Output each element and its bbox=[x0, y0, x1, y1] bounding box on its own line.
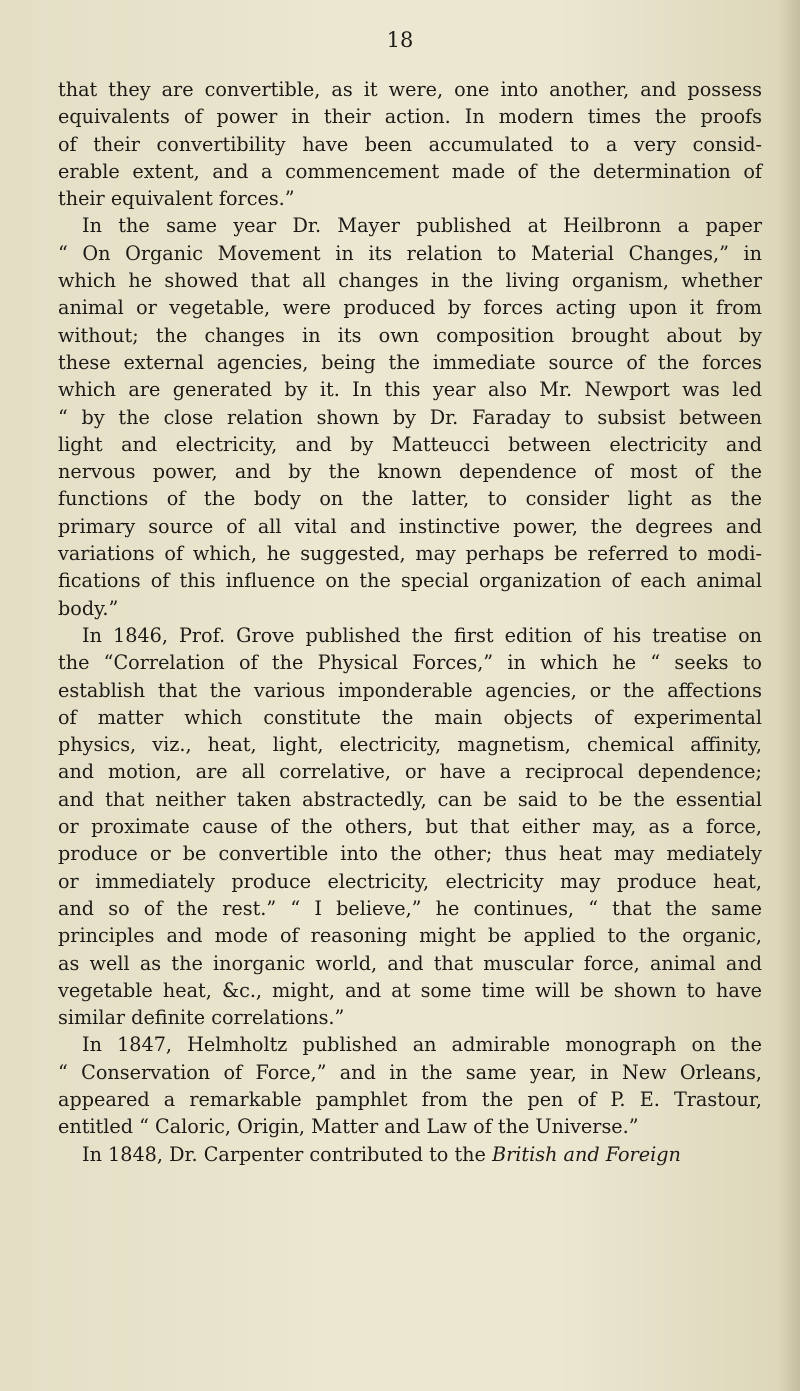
text-line: body.” bbox=[58, 596, 119, 620]
paragraph bbox=[58, 1031, 762, 1140]
text-line: of matter which constitute the main objects of experimental bbox=[58, 705, 762, 729]
text-line-italic: British and Foreign bbox=[492, 1142, 681, 1166]
paragraph bbox=[58, 76, 762, 212]
paragraph bbox=[58, 1141, 762, 1168]
text-line: these external agencies, being the immediate source of the forces bbox=[58, 350, 762, 374]
page-edge-shadow bbox=[778, 0, 800, 1391]
text-line: which are generated by it. In this year also Mr. Newport was led bbox=[58, 378, 762, 402]
text-line: erable extent, and a commencement made of the determination of bbox=[58, 159, 762, 183]
text-line: principles and mode of reasoning might be applied to the organic, bbox=[58, 924, 762, 948]
text-line: In the same year Dr. Mayer published at Heilbronn a paper bbox=[82, 214, 762, 238]
text-line: and so of the rest.” “ I believe,” he continues, “ that the same bbox=[58, 896, 762, 920]
text-line: primary source of all vital and instinctive power, the degrees and bbox=[58, 514, 762, 538]
text-line: functions of the body on the latter, to consider light as the bbox=[58, 487, 762, 511]
text-line: produce or be convertible into the other; thus heat may mediately bbox=[58, 842, 762, 866]
text-line: without; the changes in its own composition brought about by bbox=[58, 323, 762, 347]
text-line: In 1846, Prof. Grove published the first edition of his treatise on bbox=[82, 623, 762, 647]
text-line bbox=[58, 1141, 762, 1168]
body-text bbox=[58, 76, 762, 1168]
text-line: or proximate cause of the others, but that either may, as a force, bbox=[58, 815, 762, 839]
text-line: “ by the close relation shown by Dr. Faraday to subsist between bbox=[58, 405, 762, 429]
text-line: In 1847, Helmholtz published an admirable monograph on the bbox=[82, 1033, 762, 1057]
text-line: of their convertibility have been accumulated to a very consid- bbox=[58, 132, 762, 156]
text-line-roman: In 1848, Dr. Carpenter contributed to the bbox=[82, 1142, 486, 1166]
text-line: light and electricity, and by Matteucci between electricity and bbox=[58, 432, 762, 456]
text-line: entitled “ Caloric, Origin, Matter and Law of the Universe.” bbox=[58, 1115, 639, 1139]
page-number: 18 bbox=[386, 28, 414, 52]
paragraph bbox=[58, 622, 762, 1031]
text-line: equivalents of power in their action. In modern times the proofs bbox=[58, 105, 762, 129]
text-line: “ On Organic Movement in its relation to Material Changes,” in bbox=[58, 241, 762, 265]
text-line: and motion, are all correlative, or have a reciprocal dependence; bbox=[58, 760, 762, 784]
text-line: establish that the various imponderable agencies, or the affections bbox=[58, 678, 762, 702]
text-line: their equivalent forces.” bbox=[58, 187, 295, 211]
text-line: which he showed that all changes in the living organism, whether bbox=[58, 269, 762, 293]
text-line: that they are convertible, as it were, one into another, and possess bbox=[58, 78, 762, 101]
text-line: the “Correlation of the Physical Forces,” in which he “ seeks to bbox=[58, 651, 762, 675]
text-line: appeared a remarkable pamphlet from the pen of P. E. Trastour, bbox=[58, 1087, 762, 1111]
text-line: animal or vegetable, were produced by forces acting upon it from bbox=[58, 296, 762, 320]
text-line: vegetable heat, &c., might, and at some time will be shown to have bbox=[58, 978, 762, 1002]
paragraph bbox=[58, 212, 762, 621]
text-line: fications of this influence on the special organization of each animal bbox=[58, 569, 762, 593]
text-line: as well as the inorganic world, and that muscular force, animal and bbox=[58, 951, 762, 975]
text-line: similar definite correlations.” bbox=[58, 1006, 345, 1030]
text-line: and that neither taken abstractedly, can be said to be the essential bbox=[58, 787, 762, 811]
text-line: nervous power, and by the known dependence of most of the bbox=[58, 460, 762, 484]
text-line: physics, viz., heat, light, electricity, magnetism, chemical affinity, bbox=[58, 733, 762, 757]
text-line: or immediately produce electricity, electricity may produce heat, bbox=[58, 869, 762, 893]
text-line: variations of which, he suggested, may perhaps be referred to modi- bbox=[58, 542, 762, 566]
text-line: “ Conservation of Force,” and in the same year, in New Orleans, bbox=[58, 1060, 762, 1084]
